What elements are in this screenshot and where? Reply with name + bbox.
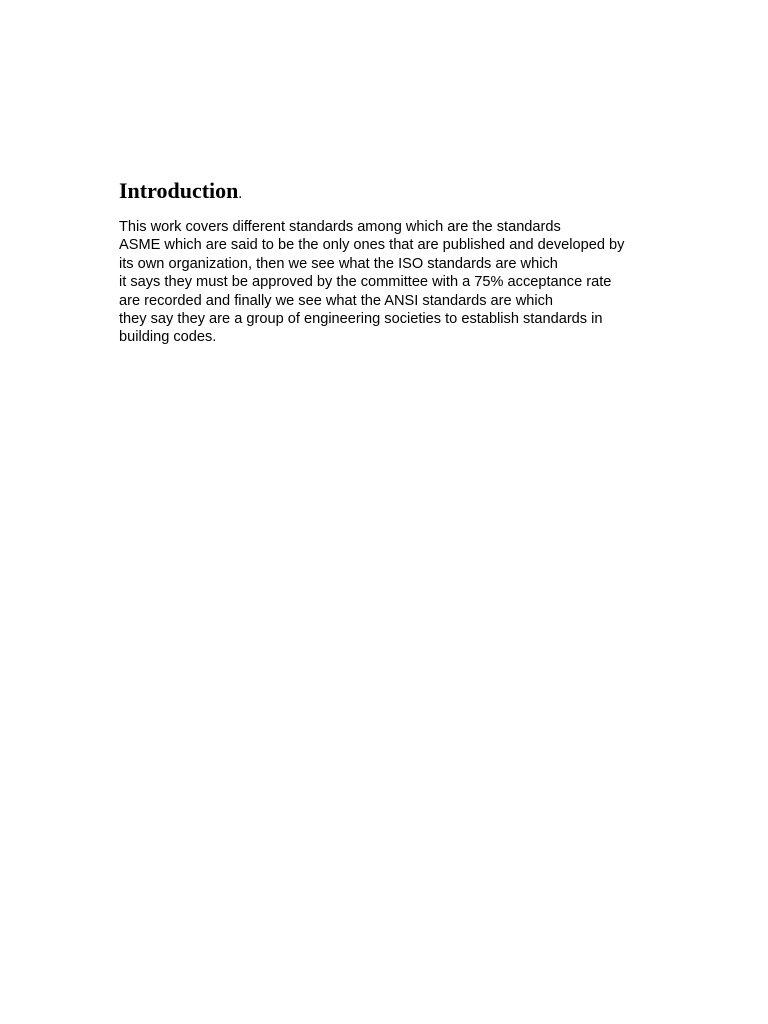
paragraph-line: its own organization, then we see what the ISO standards are which: [119, 255, 558, 272]
paragraph-line: it says they must be approved by the committee with a 75% acceptance rate: [119, 274, 612, 291]
paragraph-line: ASME which are said to be the only ones that are published and developed by: [119, 237, 625, 254]
section-heading: [119, 178, 679, 207]
heading-text: Introduction: [119, 178, 239, 203]
paragraph-line: are recorded and finally we see what the ANSI standards are which: [119, 292, 553, 309]
heading-period: .: [238, 186, 243, 202]
intro-paragraph: [119, 218, 679, 347]
paragraph-line: This work covers different standards among which are the standards: [119, 219, 561, 235]
paragraph-line: building codes.: [119, 329, 217, 346]
document-content: [119, 178, 679, 347]
paragraph-line: they say they are a group of engineering societies to establish standards in: [119, 311, 603, 328]
